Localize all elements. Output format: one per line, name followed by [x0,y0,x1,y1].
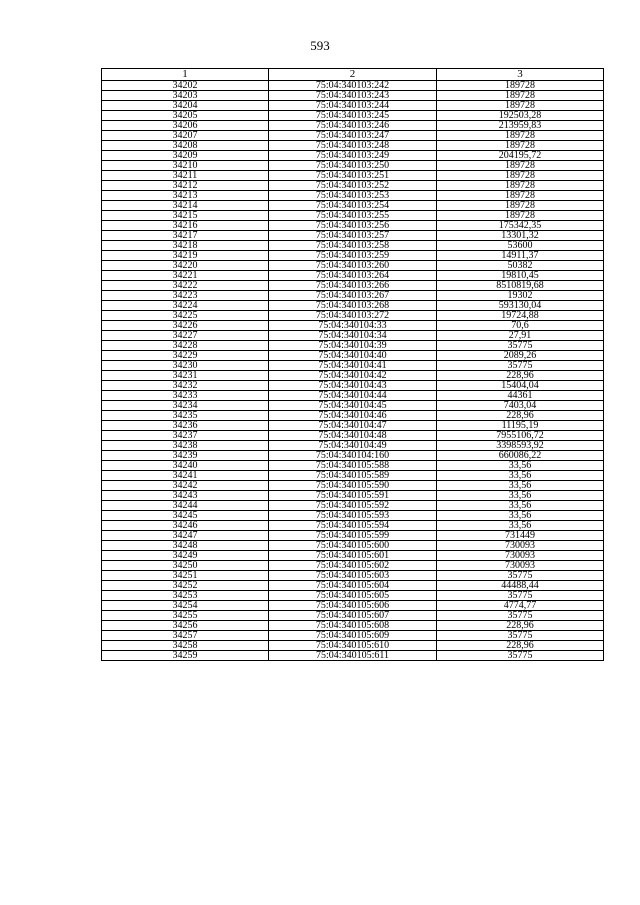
cadastral-number-cell: 75:04:340103:249 [269,151,437,161]
row-number-cell: 34214 [102,201,269,211]
row-number-cell: 34245 [102,511,269,521]
cadastral-number-cell: 75:04:340104:44 [269,391,437,401]
value-cell: 730093 [437,551,604,561]
row-number-cell: 34213 [102,191,269,201]
row-number-cell: 34210 [102,161,269,171]
table-row [102,201,604,211]
value-cell: 3398593,92 [437,441,604,451]
value-cell: 35775 [437,591,604,601]
row-number-cell: 34233 [102,391,269,401]
row-number-cell: 34252 [102,581,269,591]
value-cell: 730093 [437,541,604,551]
cadastral-number-cell: 75:04:340105:610 [269,641,437,651]
value-cell: 7403,04 [437,401,604,411]
value-cell: 213959,83 [437,121,604,131]
value-cell: 2089,26 [437,351,604,361]
value-cell: 33,56 [437,501,604,511]
value-cell: 44488,44 [437,581,604,591]
row-number-cell: 34241 [102,471,269,481]
cadastral-number-cell: 75:04:340103:254 [269,201,437,211]
cadastral-number-cell: 75:04:340103:268 [269,301,437,311]
table-row [102,531,604,541]
row-number-cell: 34229 [102,351,269,361]
table-row [102,251,604,261]
cadastral-number-cell: 75:04:340104:47 [269,421,437,431]
value-cell: 4774,77 [437,601,604,611]
table-row [102,421,604,431]
cadastral-number-cell: 75:04:340105:609 [269,631,437,641]
value-cell: 7955106,72 [437,431,604,441]
cadastral-number-cell: 75:04:340103:246 [269,121,437,131]
cadastral-number-cell: 75:04:340103:267 [269,291,437,301]
table-row [102,231,604,241]
value-cell: 730093 [437,561,604,571]
cadastral-number-cell: 75:04:340105:591 [269,491,437,501]
value-cell: 189728 [437,211,604,221]
value-cell: 33,56 [437,491,604,501]
row-number-cell: 34243 [102,491,269,501]
table-row [102,451,604,461]
table-row [102,191,604,201]
table-row [102,241,604,251]
row-number-cell: 34221 [102,271,269,281]
cadastral-number-cell: 75:04:340105:594 [269,521,437,531]
value-cell: 33,56 [437,521,604,531]
value-cell: 33,56 [437,461,604,471]
page-number: 593 [310,38,330,53]
table-row [102,161,604,171]
table-body [102,81,604,661]
table-row [102,381,604,391]
cadastral-number-cell: 75:04:340105:600 [269,541,437,551]
cadastral-number-cell: 75:04:340104:41 [269,361,437,371]
column-header-2: 2 [269,69,437,81]
row-number-cell: 34238 [102,441,269,451]
table-row [102,271,604,281]
table-row [102,351,604,361]
value-cell: 189728 [437,181,604,191]
row-number-cell: 34209 [102,151,269,161]
value-cell: 70,6 [437,321,604,331]
row-number-cell: 34230 [102,361,269,371]
cadastral-number-cell: 75:04:340103:255 [269,211,437,221]
cadastral-number-cell: 75:04:340103:264 [269,271,437,281]
cadastral-number-cell: 75:04:340105:590 [269,481,437,491]
value-cell: 19302 [437,291,604,301]
row-number-cell: 34255 [102,611,269,621]
cadastral-number-cell: 75:04:340104:48 [269,431,437,441]
table-row [102,521,604,531]
row-number-cell: 34225 [102,311,269,321]
table-row [102,581,604,591]
cadastral-number-cell: 75:04:340103:252 [269,181,437,191]
value-cell: 35775 [437,631,604,641]
table-row [102,591,604,601]
value-cell: 204195,72 [437,151,604,161]
cadastral-number-cell: 75:04:340105:611 [269,651,437,661]
row-number-cell: 34204 [102,101,269,111]
table-row [102,551,604,561]
row-number-cell: 34246 [102,521,269,531]
value-cell: 27,91 [437,331,604,341]
cadastral-number-cell: 75:04:340104:43 [269,381,437,391]
cadastral-number-cell: 75:04:340105:603 [269,571,437,581]
value-cell: 228,96 [437,621,604,631]
value-cell: 189728 [437,81,604,91]
table-row [102,361,604,371]
value-cell: 192503,28 [437,111,604,121]
value-cell: 228,96 [437,641,604,651]
column-header-1: 1 [102,69,269,81]
value-cell: 35775 [437,341,604,351]
table-row [102,291,604,301]
table-row [102,651,604,661]
cadastral-number-cell: 75:04:340103:253 [269,191,437,201]
table-row [102,111,604,121]
table-row [102,261,604,271]
row-number-cell: 34231 [102,371,269,381]
cadastral-number-cell: 75:04:340103:251 [269,171,437,181]
value-cell: 228,96 [437,411,604,421]
value-cell: 175342,35 [437,221,604,231]
value-cell: 189728 [437,161,604,171]
row-number-cell: 34205 [102,111,269,121]
cadastral-number-cell: 75:04:340104:33 [269,321,437,331]
row-number-cell: 34242 [102,481,269,491]
row-number-cell: 34218 [102,241,269,251]
row-number-cell: 34247 [102,531,269,541]
header-row [102,69,604,81]
table-row [102,311,604,321]
cadastral-number-cell: 75:04:340105:592 [269,501,437,511]
table-row [102,331,604,341]
cadastral-number-cell: 75:04:340104:45 [269,401,437,411]
table-row [102,371,604,381]
table-row [102,171,604,181]
cadastral-number-cell: 75:04:340105:606 [269,601,437,611]
value-cell: 35775 [437,611,604,621]
table-row [102,541,604,551]
table-row [102,631,604,641]
cadastral-number-cell: 75:04:340103:256 [269,221,437,231]
value-cell: 35775 [437,571,604,581]
row-number-cell: 34254 [102,601,269,611]
cadastral-number-cell: 75:04:340105:608 [269,621,437,631]
table-row [102,571,604,581]
table-row [102,511,604,521]
data-table [101,68,604,661]
cadastral-number-cell: 75:04:340104:40 [269,351,437,361]
table-header [102,69,604,81]
row-number-cell: 34202 [102,81,269,91]
value-cell: 189728 [437,171,604,181]
value-cell: 189728 [437,141,604,151]
table-row [102,221,604,231]
row-number-cell: 34217 [102,231,269,241]
row-number-cell: 34226 [102,321,269,331]
row-number-cell: 34206 [102,121,269,131]
value-cell: 14911,37 [437,251,604,261]
value-cell: 33,56 [437,511,604,521]
row-number-cell: 34203 [102,91,269,101]
row-number-cell: 34259 [102,651,269,661]
cadastral-number-cell: 75:04:340103:248 [269,141,437,151]
value-cell: 44361 [437,391,604,401]
cadastral-number-cell: 75:04:340104:49 [269,441,437,451]
table-row [102,151,604,161]
value-cell: 228,96 [437,371,604,381]
value-cell: 33,56 [437,471,604,481]
table-row [102,391,604,401]
cadastral-number-cell: 75:04:340104:46 [269,411,437,421]
cadastral-number-cell: 75:04:340105:593 [269,511,437,521]
table-row [102,401,604,411]
cadastral-number-cell: 75:04:340103:247 [269,131,437,141]
table-row [102,441,604,451]
row-number-cell: 34236 [102,421,269,431]
row-number-cell: 34212 [102,181,269,191]
value-cell: 189728 [437,201,604,211]
table-row [102,481,604,491]
table-row [102,411,604,421]
cadastral-number-cell: 75:04:340104:34 [269,331,437,341]
row-number-cell: 34207 [102,131,269,141]
row-number-cell: 34211 [102,171,269,181]
value-cell: 35775 [437,651,604,661]
row-number-cell: 34253 [102,591,269,601]
row-number-cell: 34222 [102,281,269,291]
row-number-cell: 34219 [102,251,269,261]
row-number-cell: 34249 [102,551,269,561]
cadastral-number-cell: 75:04:340103:272 [269,311,437,321]
table-row [102,491,604,501]
cadastral-number-cell: 75:04:340103:245 [269,111,437,121]
row-number-cell: 34216 [102,221,269,231]
table-row [102,601,604,611]
cadastral-number-cell: 75:04:340104:160 [269,451,437,461]
value-cell: 593130,04 [437,301,604,311]
table-row [102,431,604,441]
table-row [102,501,604,511]
table-row [102,561,604,571]
cadastral-number-cell: 75:04:340103:258 [269,241,437,251]
cadastral-number-cell: 75:04:340105:599 [269,531,437,541]
row-number-cell: 34227 [102,331,269,341]
cadastral-number-cell: 75:04:340105:605 [269,591,437,601]
row-number-cell: 34215 [102,211,269,221]
column-header-3: 3 [437,69,604,81]
value-cell: 8510819,68 [437,281,604,291]
value-cell: 189728 [437,191,604,201]
row-number-cell: 34228 [102,341,269,351]
value-cell: 660086,22 [437,451,604,461]
row-number-cell: 34257 [102,631,269,641]
cadastral-number-cell: 75:04:340103:250 [269,161,437,171]
table-row [102,181,604,191]
cadastral-number-cell: 75:04:340105:604 [269,581,437,591]
cadastral-number-cell: 75:04:340105:602 [269,561,437,571]
row-number-cell: 34240 [102,461,269,471]
cadastral-number-cell: 75:04:340105:589 [269,471,437,481]
row-number-cell: 34234 [102,401,269,411]
table-row [102,91,604,101]
cadastral-number-cell: 75:04:340103:242 [269,81,437,91]
row-number-cell: 34244 [102,501,269,511]
row-number-cell: 34250 [102,561,269,571]
table-row [102,281,604,291]
table-row [102,141,604,151]
table-row [102,621,604,631]
row-number-cell: 34258 [102,641,269,651]
value-cell: 53600 [437,241,604,251]
value-cell: 15404,04 [437,381,604,391]
table-row [102,321,604,331]
value-cell: 50382 [437,261,604,271]
cadastral-number-cell: 75:04:340103:260 [269,261,437,271]
value-cell: 189728 [437,131,604,141]
row-number-cell: 34251 [102,571,269,581]
cadastral-number-cell: 75:04:340105:601 [269,551,437,561]
row-number-cell: 34256 [102,621,269,631]
cadastral-number-cell: 75:04:340103:244 [269,101,437,111]
cadastral-number-cell: 75:04:340104:42 [269,371,437,381]
table-row [102,611,604,621]
value-cell: 19724,88 [437,311,604,321]
table-row [102,131,604,141]
row-number-cell: 34239 [102,451,269,461]
row-number-cell: 34248 [102,541,269,551]
table-row [102,471,604,481]
table-row [102,121,604,131]
table-row [102,301,604,311]
value-cell: 189728 [437,91,604,101]
value-cell: 11195,19 [437,421,604,431]
row-number-cell: 34237 [102,431,269,441]
row-number-cell: 34224 [102,301,269,311]
row-number-cell: 34223 [102,291,269,301]
row-number-cell: 34220 [102,261,269,271]
table-row [102,641,604,651]
value-cell: 35775 [437,361,604,371]
row-number-cell: 34208 [102,141,269,151]
cadastral-number-cell: 75:04:340103:266 [269,281,437,291]
value-cell: 33,56 [437,481,604,491]
cadastral-number-cell: 75:04:340103:259 [269,251,437,261]
cadastral-number-cell: 75:04:340103:257 [269,231,437,241]
cadastral-number-cell: 75:04:340103:243 [269,91,437,101]
value-cell: 13301,32 [437,231,604,241]
row-number-cell: 34232 [102,381,269,391]
row-number-cell: 34235 [102,411,269,421]
cadastral-number-cell: 75:04:340105:588 [269,461,437,471]
value-cell: 189728 [437,101,604,111]
table-row [102,211,604,221]
value-cell: 19810,45 [437,271,604,281]
value-cell: 731449 [437,531,604,541]
cadastral-number-cell: 75:04:340105:607 [269,611,437,621]
table-row [102,341,604,351]
table-row [102,101,604,111]
cadastral-number-cell: 75:04:340104:39 [269,341,437,351]
table-row [102,81,604,91]
table-row [102,461,604,471]
